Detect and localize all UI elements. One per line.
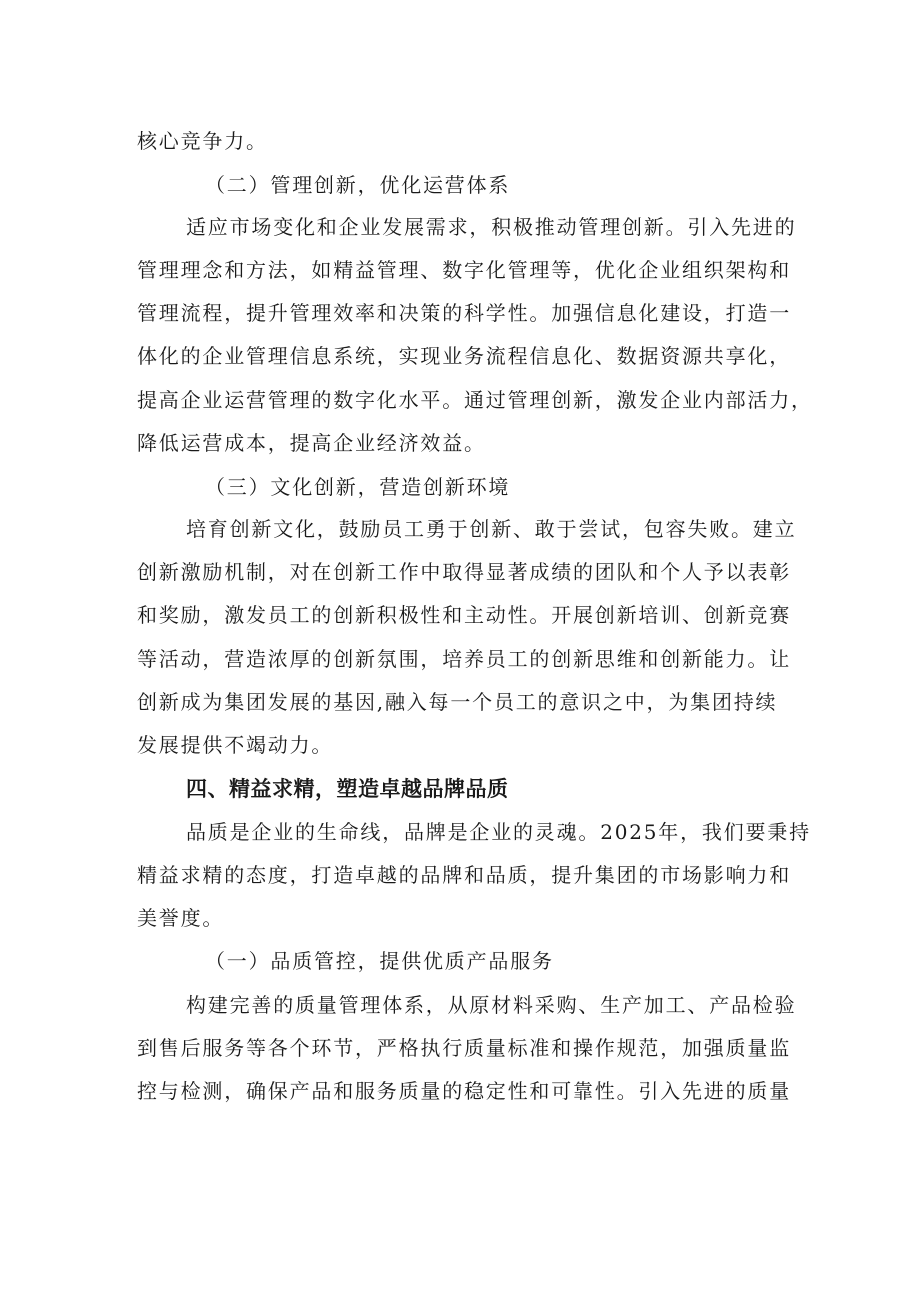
paragraph-line: 管理理念和方法，如精益管理、数字化管理等，优化企业组织架构和 xyxy=(137,258,791,282)
paragraph-line: 创新成为集团发展的基因,融入每一个员工的意识之中，为集团持续 xyxy=(137,690,778,714)
section-heading: 四、精益求精，塑造卓越品牌品质 xyxy=(186,777,509,801)
paragraph-line: 培育创新文化，鼓励员工勇于创新、敢于尝试，包容失败。建立 xyxy=(186,517,797,541)
subsection-heading: （三）文化创新，营造创新环境 xyxy=(205,475,511,499)
subsection-heading: （二）管理创新，优化运营体系 xyxy=(205,173,511,197)
paragraph-line: 美誉度。 xyxy=(137,906,225,930)
paragraph-line: 构建完善的质量管理体系，从原材料采购、生产加工、产品检验 xyxy=(186,993,797,1017)
paragraph-line: 管理流程，提升管理效率和决策的科学性。加强信息化建设，打造一 xyxy=(137,301,791,325)
paragraph-line: 降低运营成本，提高企业经济效益。 xyxy=(137,431,486,455)
paragraph-line: 提高企业运营管理的数字化水平。通过管理创新，激发企业内部活力， xyxy=(137,388,813,412)
paragraph-line: 和奖励，激发员工的创新积极性和主动性。开展创新培训、创新竞赛 xyxy=(137,603,791,627)
paragraph-line: 发展提供不竭动力。 xyxy=(137,733,334,757)
paragraph-line: 到售后服务等各个环节，严格执行质量标准和操作规范，加强质量监 xyxy=(137,1036,791,1060)
paragraph-line: 体化的企业管理信息系统，实现业务流程信息化、数据资源共享化， xyxy=(137,344,791,368)
paragraph-line: 适应市场变化和企业发展需求，积极推动管理创新。引入先进的 xyxy=(186,215,797,239)
paragraph-line: 创新激励机制，对在创新工作中取得显著成绩的团队和个人予以表彰 xyxy=(137,560,791,584)
subsection-heading: （一）品质管控，提供优质产品服务 xyxy=(205,949,554,973)
paragraph-line: 控与检测，确保产品和服务质量的稳定性和可靠性。引入先进的质量 xyxy=(137,1079,791,1103)
paragraph-line: 品质是企业的生命线，品牌是企业的灵魂。2025年，我们要秉持 xyxy=(186,820,811,844)
paragraph-line: 核心竞争力。 xyxy=(137,129,268,153)
paragraph-line: 精益求精的态度，打造卓越的品牌和品质，提升集团的市场影响力和 xyxy=(137,863,791,887)
paragraph-line: 等活动，营造浓厚的创新氛围，培养员工的创新思维和创新能力。让 xyxy=(137,647,791,671)
